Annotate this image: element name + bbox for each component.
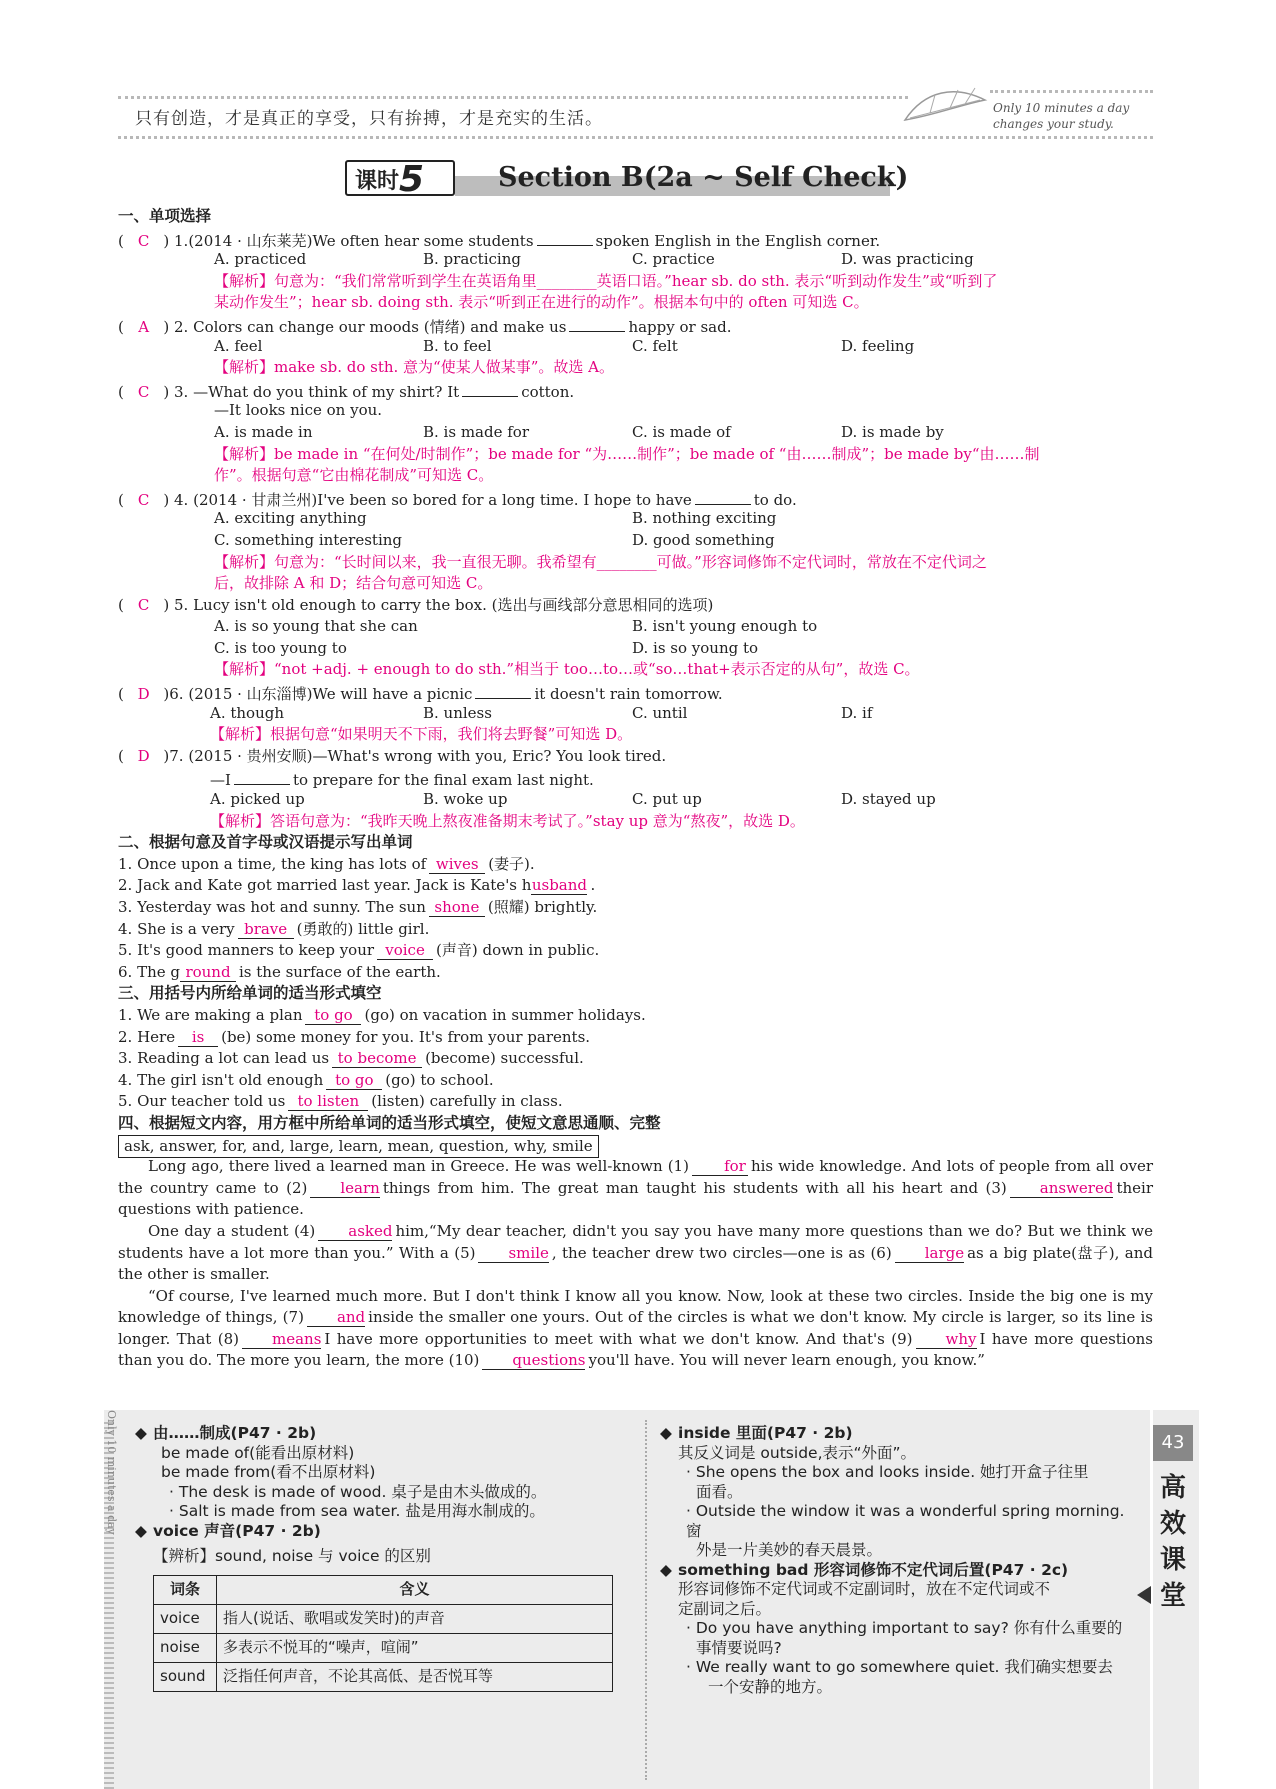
p3-3-pre: 3. Reading a lot can lead us [118,1049,330,1068]
note-title-inside: inside 里面(P47 · 2b) [678,1424,853,1442]
part2-item-3 [118,897,1153,919]
q3-explanation-2: 作”。根据句意“它由棉花制成”可知选 C。 [214,466,494,485]
table-cell-meaning: 多表示不悦耳的“噪声，喧闹” [217,1633,613,1662]
q6-option-c: C. until [632,703,688,722]
q1-blank [537,228,593,246]
q2-explanation: 【解析】make sb. do sth. 意为“使某人做某事”。故选 A。 [214,358,614,377]
q7-reply-end: to prepare for the final exam last night. [292,771,594,790]
p2-3-answer: shone [429,899,485,917]
word-box: ask, answer, for, and, large, learn, mean, question, why, smile [118,1135,599,1159]
exercise-content [118,206,1153,1372]
passage-paragraph-2 [118,1221,1153,1286]
table-cell-term: sound [154,1662,217,1691]
section-heading-1: 一、单项选择 [118,207,212,225]
page-title: Section B(2a ~ Self Check) [498,162,909,193]
p2-5-answer: voice [377,942,433,960]
p2-4-post: (勇敢的) little girl. [296,919,430,938]
p2-1-pre: 1. Once upon a time, the king has lots of [118,854,427,873]
sound-comparison-table [153,1575,613,1692]
diamond-bullet-icon: ◆ [660,1560,672,1579]
blank-6: large [895,1245,964,1263]
blank-1: for [692,1158,748,1176]
part2-item-4 [118,919,1153,941]
p2-3-post: (照耀) brightly. [487,898,598,916]
p1-seg-d: their questions with patience. [118,1178,1153,1219]
p3-seg-e: you'll have. You will never learn enough, you know.” [588,1351,985,1370]
p2-2-answer: usband [531,876,588,895]
header-tagline [993,100,1133,132]
p3-3-post: (become) successful. [425,1049,584,1068]
question-2: ( A ) 2. Colors can change our moods (情绪) and make us happy or sad. [118,314,1153,336]
note-title-voice: voice 声音(P47 · 2b) [153,1521,321,1540]
p2-2-post: . [590,876,596,895]
q5-option-d: D. is so young to [632,638,759,657]
blank-9: why [916,1331,977,1349]
p3-2-answer: is [178,1029,218,1047]
part3-item-1 [118,1005,1153,1027]
q3-option-d: D. is made by [841,422,944,441]
q5-option-c: C. is too young to [214,638,347,657]
q2-after: happy or sad. [628,317,732,336]
q6-blank [475,681,531,699]
part2-item-5 [118,940,1153,962]
p3-5-pre: 5. Our teacher told us [118,1092,286,1111]
q1-option-c: C. practice [632,250,715,269]
note-title-something-bad: something bad 形容词修饰不定代词后置(P47 · 2c) [678,1560,1069,1579]
q7-explanation: 【解析】答语句意为：“我昨天晚上熬夜准备期末考试了。”stay up 意为“熬夜”，故选 D。 [210,811,805,830]
part3-item-4 [118,1070,1153,1092]
note-inside-example-2: · Outside the window it was a wonderful spring morning. 窗 [686,1502,1125,1540]
q4-options-row-1 [118,508,1153,530]
blank-2: learn [310,1180,379,1198]
note-adj-example-2b: 一个安静的地方。 [708,1677,833,1696]
note-adj-rule-1: 形容词修饰不定代词或不定副词时，放在不定代词或不 [678,1580,1051,1598]
q1-after: spoken English in the English corner. [595,231,881,250]
question-7: ( D )7. (2015 · 贵州安顺)—What's wrong with you, Eric? You look tired. [118,746,1153,768]
p3-seg-a: “Of course, I've learned much more. But I don't think I know all you know. Now, look at these two circles. Inside the big one is my knowledge of things, (7) [118,1286,1153,1327]
q1-option-b: B. practicing [423,250,521,269]
table-row [154,1662,613,1691]
q3-option-a: A. is made in [214,422,313,441]
p2-1-post: (妻子). [488,854,535,873]
q6-answer: D [137,685,150,704]
section-heading-3: 三、用括号内所给单词的适当形式填空 [118,984,382,1003]
q2-option-d: D. feeling [841,336,915,355]
q7-option-b: B. woke up [423,790,508,809]
table-header-meaning: 含义 [217,1575,613,1604]
p2-seg-b: him,“My dear teacher, didn't you say you have many more questions than we do? But we think we students have a lot more than you.” With a (5) [118,1221,1154,1262]
table-row [154,1604,613,1633]
p2-6-pre: 6. The g [118,962,180,981]
diamond-bullet-icon: ◆ [135,1521,147,1540]
p2-4-pre: 4. She is a very [118,919,235,938]
part2-item-1 [118,854,1153,876]
question-5: ( C ) 5. Lucy isn't old enough to carry the box. (选出与画线部分意思相同的选项) [118,595,1153,617]
p2-seg-a: One day a student (4) [148,1221,316,1240]
q2-option-c: C. felt [632,336,678,355]
p2-6-post: is the surface of the earth. [239,962,441,981]
p3-3-answer: to become [332,1050,422,1068]
q3-explanation-1: 【解析】be made in “在何处/时制作”；be made for “为……制作”；be made of “由……制成”；be made by“由……制 [214,444,1040,463]
q4-blank [695,487,751,505]
part2-item-2 [118,875,1153,897]
section-heading-2: 二、根据句意及首字母或汉语提示写出单词 [118,833,413,852]
p2-3-pre: 3. Yesterday was hot and sunny. The sun [118,898,426,916]
table-cell-meaning: 泛指任何声音，不论其高低、是否悦耳等 [217,1662,613,1691]
q2-options [118,336,1153,358]
table-cell-term: noise [154,1633,217,1662]
q6-after: it doesn't rain tomorrow. [534,685,723,704]
q1-text: 1.(2014 · 山东莱芜)We often hear some students [174,231,534,250]
q4-explanation-2: 后，故排除 A 和 D；结合句意可知选 C。 [214,574,493,593]
note-adj-example-2: · We really want to go somewhere quiet. 我们确实想要去 [686,1658,1113,1676]
q4-option-b: B. nothing exciting [632,509,777,528]
blank-4: asked [318,1223,392,1241]
tagline-line-2: changes your study. [993,117,1114,131]
q1-explanation-1: 【解析】句意为：“我们常常听到学生在英语角里________英语口语。”hear sb. do sth. 表示“听到动作发生”或“听到了 [214,271,998,290]
note-made-from-line: be made from(看不出原材料) [161,1463,376,1481]
q6-options [118,703,1153,725]
q7-reply [118,767,1153,789]
blank-3: answered [1010,1180,1114,1198]
q4-option-d: D. good something [632,530,775,549]
p3-1-post: (go) on vacation in summer holidays. [364,1005,646,1024]
p1-seg-a: Long ago, there lived a learned man in Greece. He was well-known (1) [148,1157,689,1176]
blank-10: questions [482,1352,585,1370]
note-distinguish: 【辨析】sound, noise 与 voice 的区别 [153,1547,431,1565]
note-example-desk: · The desk is made of wood. 桌子是由木头做成的。 [169,1482,547,1501]
header-motto: 只有创造，才是真正的享受，只有拚搏，才是充实的生活。 [135,109,603,129]
p3-5-answer: to listen [288,1093,368,1111]
passage-paragraph-1 [118,1156,1153,1221]
q7-blank [234,767,290,785]
p3-2-pre: 2. Here [118,1027,176,1046]
q3-after: cotton. [521,382,575,401]
q6-text: )6. (2015 · 山东淄博)We will have a picnic [163,685,473,704]
q6-option-a: A. though [210,703,285,722]
q2-answer: A [138,317,150,336]
tagline-line-1: Only 10 minutes a day [993,101,1130,115]
question-1: ( C ) 1.(2014 · 山东莱芜)We often hear some students spoken English in the English corner. [118,228,1153,250]
q7-option-d: D. stayed up [841,790,936,809]
word-box-row [118,1135,1153,1157]
p3-1-pre: 1. We are making a plan [118,1005,303,1024]
p3-5-post: (listen) carefully in class. [371,1092,563,1111]
q7-options [118,789,1153,811]
pointer-triangle-icon [1137,1586,1151,1604]
table-cell-meaning: 指人(说话、歌唱或发笑时)的声音 [217,1604,613,1633]
note-inside-example-1b: 面看。 [696,1482,743,1501]
brand-vertical: 高效课堂 [1160,1473,1187,1611]
note-adj-example-1: · Do you have anything important to say? 你有什么重要的 [686,1619,1123,1637]
lesson-badge [345,159,455,200]
blank-8: means [242,1331,321,1349]
p2-4-answer: brave [238,921,294,939]
p3-seg-c: I have more opportunities to meet with what we don't know. And that's (9) [324,1329,913,1348]
lesson-label: 课时 [355,169,400,194]
p2-2-pre: 2. Jack and Kate got married last year. Jack is Kate's h [118,876,532,895]
q4-option-c: C. something interesting [214,530,403,549]
q1-options [118,249,1153,271]
q5-explanation: 【解析】“not +adj. + enough to do sth.”相当于 too…to…或“so…that+表示否定的从句”，故选 C。 [214,660,920,679]
blank-7: and [307,1309,365,1327]
q5-option-b: B. isn't young enough to [632,617,818,636]
table-row [154,1633,613,1662]
p1-seg-c: things from him. The great man taught his students with all his heart and (3) [382,1178,1007,1197]
q3-blank [462,379,518,397]
q5-option-a: A. is so young that she can [214,617,418,636]
q4-answer: C [137,490,150,509]
q1-answer: C [137,231,150,250]
p3-4-pre: 4. The girl isn't old enough [118,1070,324,1089]
q5-options-row-2 [118,638,1153,660]
note-adj-rule-2: 定副词之后。 [678,1599,772,1618]
p2-1-answer: wives [429,856,485,874]
p2-5-pre: 5. It's good manners to keep your [118,941,375,960]
q4-option-a: A. exciting anything [214,509,367,528]
q1-option-d: D. was practicing [841,250,974,269]
p3-seg-d: I have more questions than you do. The more you learn, the more (10) [118,1329,1153,1370]
table-header-term: 词条 [154,1575,217,1604]
notes-right-column [660,1424,1135,1697]
q7-option-c: C. put up [632,790,702,809]
question-3: ( C ) 3. —What do you think of my shirt? It cotton. [118,379,1153,401]
passage-paragraph-3 [118,1286,1153,1372]
q3-answer: C [137,382,150,401]
q5-answer: C [137,595,150,614]
leaf-decoration-icon [900,80,988,132]
p3-2-post: (be) some money for you. It's from your parents. [221,1027,591,1046]
p3-1-answer: to go [305,1007,361,1025]
question-4: ( C ) 4. (2014 · 甘肃兰州)I've been so bored for a long time. I hope to have to do. [118,487,1153,509]
side-vertical-text: Only 10 minutes a day [105,1410,118,1535]
q2-text: 2. Colors can change our moods (情绪) and make us [174,317,567,336]
q5-options-row-1 [118,616,1153,638]
p2-seg-c: , the teacher drew two circles—one is as (6) [551,1243,892,1262]
blank-5: smile [478,1245,548,1263]
q6-option-b: B. unless [423,703,492,722]
note-made-of-line: be made of(能看出原材料) [161,1443,355,1462]
p1-seg-b: his wide knowledge. And lots of people from all over the country came to (2) [118,1157,1153,1197]
table-header-row [154,1575,613,1604]
q3-options [118,422,1153,444]
p2-5-post: (声音) down in public. [436,941,600,960]
q6-option-d: D. if [841,703,873,722]
note-adj-example-1b: 事情要说吗? [696,1638,782,1657]
q4-after: to do. [753,490,797,509]
diamond-bullet-icon: ◆ [660,1424,672,1442]
q6-explanation: 【解析】根据句意“如果明天不下雨，我们将去野餐”可知选 D。 [210,725,633,744]
notes-left-column [135,1424,625,1692]
q2-option-a: A. feel [214,336,263,355]
notes-divider [645,1420,647,1780]
q3-text: 3. —What do you think of my shirt? It [174,382,460,401]
part3-item-3 [118,1048,1153,1070]
q7-reply-start: —I [210,771,231,790]
p3-4-answer: to go [326,1072,382,1090]
q1-explanation-2: 某动作发生”；hear sb. doing sth. 表示“听到正在进行的动作”。根据本句中的 often 可知选 C。 [214,293,869,312]
q3-option-c: C. is made of [632,422,731,441]
part3-item-5 [118,1091,1153,1113]
question-6: ( D )6. (2015 · 山东淄博)We will have a picnic it doesn't rain tomorrow. [118,681,1153,703]
q3-option-b: B. is made for [423,422,529,441]
part2-item-6 [118,962,1153,984]
part3-item-2 [118,1027,1153,1049]
p3-seg-b: inside the smaller one yours. Out of the circles is what we don't know. My circle is larger, so its line is longer. That (8) [118,1308,1153,1348]
q1-option-a: A. practiced [214,250,307,269]
diamond-bullet-icon: ◆ [135,1424,147,1442]
q7-text: )7. (2015 · 贵州安顺)—What's wrong with you, Eric? You look tired. [163,746,667,765]
q4-explanation-1: 【解析】句意为：“长时间以来，我一直很无聊。我希望有________可做。”形容词修饰不定代词时，常放在不定代词之 [214,552,987,571]
q7-option-a: A. picked up [210,790,305,809]
q2-blank [569,314,625,332]
q4-text: 4. (2014 · 甘肃兰州)I've been so bored for a long time. I hope to have [174,490,692,509]
table-cell-term: voice [154,1604,217,1633]
page-number: 43 [1153,1425,1193,1461]
note-inside-example-2b: 外是一片美妙的春天晨景。 [696,1541,883,1559]
note-title-made-of: 由……制成(P47 · 2b) [153,1424,317,1442]
q2-option-b: B. to feel [423,336,492,355]
p2-seg-d: as a big plate(盘子), and the other is smaller. [118,1243,1153,1284]
q4-options-row-2 [118,530,1153,552]
p3-4-post: (go) to school. [385,1070,494,1089]
q5-text: 5. Lucy isn't old enough to carry the box. (选出与画线部分意思相同的选项) [174,595,714,614]
note-inside-antonym: 其反义词是 outside,表示“外面”。 [678,1443,917,1462]
section-heading-4: 四、根据短文内容，用方框中所给单词的适当形式填空，使短文意思通顺、完整 [118,1113,661,1132]
p2-6-answer: round [180,964,236,982]
note-example-salt: · Salt is made from sea water. 盐是用海水制成的。 [169,1502,545,1520]
lesson-number: 5 [399,159,425,200]
note-inside-example-1: · She opens the box and looks inside. 她打开盒子往里 [686,1463,1089,1481]
q3-reply: —It looks nice on you. [214,401,383,420]
q7-answer: D [137,746,150,765]
